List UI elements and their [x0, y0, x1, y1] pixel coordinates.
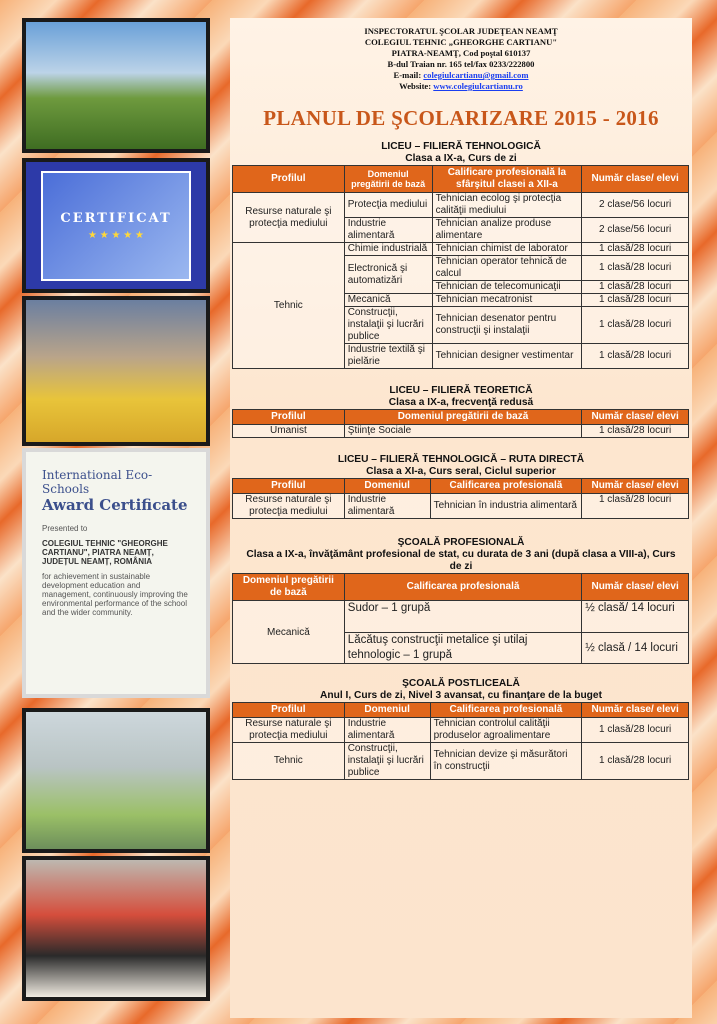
table-header-row	[233, 479, 689, 494]
table-row	[233, 193, 689, 218]
header-domeniu: Domeniul	[344, 703, 430, 718]
cell-domeniu: Construcţii, instalaţii şi lucrări publice	[344, 743, 430, 780]
header-domeniu: Domeniul pregătirii de bază	[233, 574, 345, 601]
cell-calificare: Tehnician designer vestimentar	[432, 344, 582, 369]
header-domeniu: Domeniul pregătirii de bază	[344, 166, 432, 193]
header-numar: Număr clase/ elevi	[582, 410, 689, 425]
cell-profil: Tehnic	[233, 243, 345, 369]
cell-calificare: Tehnician de telecomunicaţii	[432, 281, 582, 294]
header-profil: Profilul	[233, 166, 345, 193]
header-line4: B-dul Traian nr. 165 tel/fax 0233/222800	[387, 59, 535, 69]
email-link[interactable]: colegiulcartianu@gmail.com	[423, 70, 529, 80]
section-liceu-tehnologic	[230, 141, 692, 369]
cell-numar: 1 clasă/28 locuri	[582, 718, 689, 743]
cell-domeniu: Mecanică	[233, 601, 345, 664]
section-subtitle: Clasa a IX-a, frecvenţă redusă	[388, 397, 534, 408]
cell-domeniu: Industrie alimentară	[344, 218, 432, 243]
header-numar: Număr clase/ elevi	[582, 703, 689, 718]
header-domeniu: Domeniul	[344, 479, 430, 494]
section-subtitle: Anul I, Curs de zi, Nivel 3 avansat, cu finanţare de la buget	[320, 690, 602, 701]
cell-domeniu: Industrie alimentară	[344, 718, 430, 743]
conference-room-photo	[22, 708, 210, 853]
website-label: Website:	[399, 81, 434, 91]
section-title: LICEU – FILIERĂ TEORETICĂ	[389, 385, 533, 396]
cell-domeniu: Protecţia mediului	[344, 193, 432, 218]
header-line2: COLEGIUL TEHNIC „GHEORGHE CARTIANU"	[364, 37, 558, 47]
table-header-row	[233, 410, 689, 425]
cell-calificare: Tehnician analize produse alimentare	[432, 218, 582, 243]
cell-numar: 1 clasă/28 locuri	[582, 294, 689, 307]
table-row	[233, 718, 689, 743]
section-subtitle: Clasa a XI-a, Curs seral, Ciclul superior	[366, 466, 556, 477]
cell-numar: 1 clasă/28 locuri	[582, 425, 689, 438]
certificate-title: CERTIFICAT	[60, 210, 172, 226]
section-title: ŞCOALĂ PROFESIONALĂ	[397, 537, 525, 548]
email-label: E-mail:	[393, 70, 424, 80]
cell-numar: 2 clase/56 locuri	[582, 193, 689, 218]
cell-numar: 1 clasă/28 locuri	[582, 243, 689, 256]
cell-profil: Resurse naturale şi protecţia mediului	[233, 718, 345, 743]
header-line1: INSPECTORATUL ŞCOLAR JUDEŢEAN NEAMŢ	[364, 26, 558, 36]
certificate-image	[41, 171, 191, 281]
school-header	[230, 18, 692, 92]
cell-domeniu: Construcţii, instalaţii şi lucrări publice	[344, 307, 432, 344]
cell-numar: ½ clasă/ 14 locuri	[582, 601, 689, 633]
table-row	[233, 425, 689, 438]
cell-domeniu: Chimie industrială	[344, 243, 432, 256]
header-calificare: Calificare profesională la sfârşitul clasei a XII-a	[432, 166, 582, 193]
section-scoala-postliceala	[230, 678, 692, 780]
table-header-row	[233, 574, 689, 601]
cell-numar: 1 clasă/28 locuri	[582, 307, 689, 344]
table-row	[233, 494, 689, 519]
header-line3: PIATRA-NEAMŢ, Cod poştal 610137	[391, 48, 531, 58]
header-calificare: Calificarea profesională	[344, 574, 581, 601]
header-domeniu: Domeniul pregătirii de bază	[344, 410, 581, 425]
section-title: LICEU – FILIERĂ TEHNOLOGICĂ	[381, 141, 541, 152]
cell-numar: 1 clasă/28 locuri	[582, 743, 689, 780]
section-title: LICEU – FILIERĂ TEHNOLOGICĂ – RUTA DIRECTĂ	[337, 454, 585, 465]
table-liceu-teoretic	[232, 409, 689, 438]
table-liceu-tehnologic	[232, 165, 689, 369]
cell-calificare: Tehnician operator tehnică de calcul	[432, 256, 582, 281]
photo-column	[22, 18, 214, 1018]
classroom-students-photo	[22, 296, 210, 446]
cell-calificare: Sudor – 1 grupă	[344, 601, 581, 633]
section-ruta-directa	[230, 454, 692, 519]
cell-domeniu: Industrie textilă şi pielărie	[344, 344, 432, 369]
table-header-row	[233, 166, 689, 193]
website-link[interactable]: www.colegiulcartianu.ro	[433, 81, 523, 91]
cell-numar: 2 clase/56 locuri	[582, 218, 689, 243]
table-row	[233, 601, 689, 633]
cell-profil: Resurse naturale şi protecţia mediului	[233, 494, 345, 519]
header-profil: Profilul	[233, 703, 345, 718]
award-line2: Award Certificate	[42, 496, 188, 514]
folk-costume-group-photo	[22, 856, 210, 1001]
cell-calificare: Tehnician ecolog şi protecţia calităţii mediului	[432, 193, 582, 218]
cell-calificare: Tehnician în industria alimentară	[430, 494, 582, 519]
table-header-row	[233, 703, 689, 718]
header-numar: Număr clase/ elevi	[582, 166, 689, 193]
header-profil: Profilul	[233, 479, 345, 494]
cell-profil: Tehnic	[233, 743, 345, 780]
section-subtitle: Clasa a IX-a, Curs de zi	[405, 153, 517, 164]
cell-numar: 1 clasă/28 locuri	[582, 281, 689, 294]
european-school-certificate-photo	[22, 158, 210, 293]
stars-icon: ★ ★ ★ ★ ★	[88, 229, 144, 241]
eco-schools-award-photo	[22, 448, 210, 698]
cell-calificare: Lăcătuş construcţii metalice şi utilaj tehnologic – 1 grupă	[344, 633, 581, 664]
cell-domeniu: Industrie alimentară	[344, 494, 430, 519]
cell-domeniu: Electronică şi automatizări	[344, 256, 432, 294]
award-school: COLEGIUL TEHNIC "GHEORGHE CARTIANU", PIATRA NEAMȚ, JUDEȚUL NEAMȚ, ROMÂNIA	[42, 539, 168, 566]
header-profil: Profilul	[233, 410, 345, 425]
table-scoala-profesionala	[232, 573, 689, 664]
cell-calificare: Tehnician controlul calităţii produselor agroalimentare	[430, 718, 582, 743]
school-building-photo	[22, 18, 210, 153]
section-scoala-profesionala	[230, 537, 692, 664]
header-calificare: Calificarea profesională	[430, 703, 582, 718]
header-calificare: Calificarea profesională	[430, 479, 582, 494]
cell-numar: ½ clasă / 14 locuri	[582, 633, 689, 664]
cell-calificare: Tehnician mecatronist	[432, 294, 582, 307]
cell-profil: Resurse naturale şi protecţia mediului	[233, 193, 345, 243]
header-numar: Număr clase/ elevi	[582, 574, 689, 601]
cell-domeniu: Ştiinţe Sociale	[344, 425, 581, 438]
cell-calificare: Tehnician desenator pentru construcţii şi instalaţii	[432, 307, 582, 344]
page-title: PLANUL DE ŞCOLARIZARE 2015 - 2016	[263, 106, 659, 130]
section-liceu-teoretic	[230, 385, 692, 438]
cell-calificare: Tehnician devize şi măsurători în construcţii	[430, 743, 582, 780]
section-title: ŞCOALĂ POSTLICEALĂ	[402, 678, 520, 689]
content-panel	[230, 18, 692, 1018]
header-email-row	[230, 70, 692, 81]
table-row	[233, 743, 689, 780]
award-certificate	[36, 458, 196, 688]
cell-domeniu: Mecanică	[344, 294, 432, 307]
section-subtitle: Clasa a IX-a, învăţământ profesional de stat, cu durata de 3 ani (după clasa a VIII-a), Curs de zi	[246, 549, 676, 572]
table-row	[233, 243, 689, 256]
cell-profil: Umanist	[233, 425, 345, 438]
cell-numar: 1 clasă/28 locuri	[582, 494, 689, 519]
cell-numar: 1 clasă/28 locuri	[582, 256, 689, 281]
cell-calificare: Tehnician chimist de laborator	[432, 243, 582, 256]
table-scoala-postliceala	[232, 702, 689, 780]
header-numar: Număr clase/ elevi	[582, 479, 689, 494]
award-text: for achievement in sustainable development education and management, continuously improving the environmental performance of the school and the wider community.	[42, 572, 188, 617]
award-presented: Presented to	[42, 524, 88, 533]
header-website-row	[230, 81, 692, 92]
award-line1: International Eco-Schools	[42, 468, 153, 496]
table-ruta-directa	[232, 478, 689, 519]
cell-numar: 1 clasă/28 locuri	[582, 344, 689, 369]
